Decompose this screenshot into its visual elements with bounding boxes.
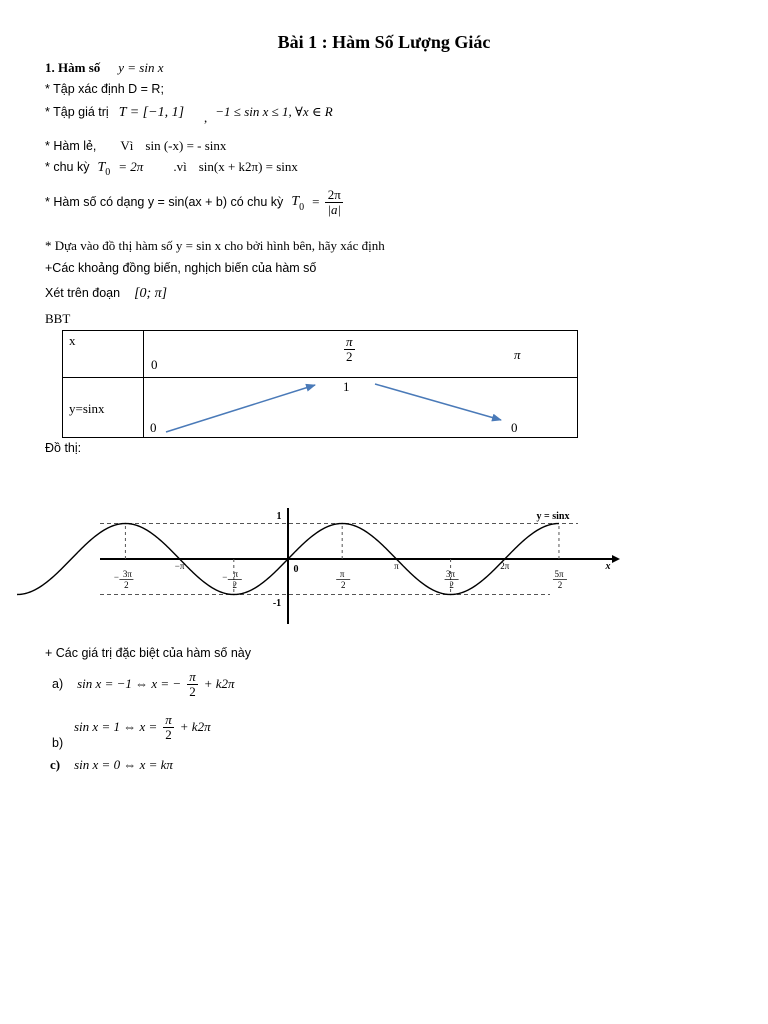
case-b-label: b) <box>52 736 64 750</box>
case-c-label: c) <box>50 757 61 772</box>
case-c <box>50 756 173 774</box>
general-period-denominator: |a| <box>327 201 342 217</box>
general-period-eq: = <box>312 194 320 210</box>
variation-table <box>62 330 578 438</box>
x-tick-sign: − <box>222 572 228 582</box>
interval-line <box>45 284 167 302</box>
domain-line: * Tập xác định D = R; <box>45 82 164 96</box>
odd-expression: sin (-x) = - sinx <box>145 138 227 153</box>
period-label: * chu kỳ <box>45 160 90 174</box>
case-b <box>74 713 211 741</box>
range-set: T = [−1, 1] <box>118 105 185 120</box>
x-tick-label: 5π <box>554 569 564 579</box>
case-a <box>52 670 235 698</box>
interval-label: Xét trên đoạn <box>45 286 121 300</box>
decreasing-arrow <box>375 384 501 420</box>
graph-intro-line: * Dựa vào đồ thị hàm số y = sin x cho bởi hình bên, hãy xác định <box>45 238 385 253</box>
monotonic-line: +Các khoảng đồng biến, nghịch biến của hàm số <box>45 261 317 275</box>
case-b-numerator: π <box>165 712 172 727</box>
graph-label: Đồ thị: <box>45 441 82 455</box>
x-tick-label: −π <box>174 561 185 571</box>
x-tick-label: 2 <box>340 580 346 590</box>
range-inequality: −1 ≤ sin x ≤ 1, ∀x ∈ R <box>215 104 333 119</box>
range-label: * Tập giá trị <box>45 105 109 119</box>
section-heading <box>45 59 163 77</box>
x-tick-label: 2 <box>124 580 129 590</box>
case-b-fraction <box>163 713 174 741</box>
table-y-end: 0 <box>511 420 518 435</box>
case-b-rhs: + k2π <box>179 719 211 735</box>
bbt-label: BBT <box>45 311 71 326</box>
general-period-t0-sub: 0 <box>299 202 305 213</box>
x-axis-arrowhead <box>612 555 620 563</box>
x-tick-label: π <box>394 561 399 571</box>
y-neg-one-label: -1 <box>272 598 282 609</box>
case-a-denominator: 2 <box>187 684 198 699</box>
x-tick-label: 3π <box>122 569 132 579</box>
curve-label: y = sinx <box>536 511 570 522</box>
case-b-denominator: 2 <box>163 727 174 742</box>
x-tick-label: 2 <box>232 580 238 590</box>
case-a-label: a) <box>52 677 64 692</box>
case-c-expression: sin x = 0 ⇔ x = kπ <box>74 757 173 772</box>
sine-graph <box>0 500 768 640</box>
table-y-peak: 1 <box>343 379 350 394</box>
general-period-text: * Hàm số có dạng y = sin(ax + b) có chu kỳ <box>45 195 284 210</box>
general-period-fraction <box>325 188 343 216</box>
case-a-fraction <box>187 670 198 698</box>
case-a-lhs: sin x = −1 ⇔ x = − <box>77 676 182 692</box>
period-value: = 2π <box>118 159 144 174</box>
interval-value: [0; π] <box>134 286 168 301</box>
increasing-arrow <box>166 385 315 432</box>
x-tick-sign: − <box>113 572 119 582</box>
period-expression: sin(x + k2π) = sinx <box>198 159 298 174</box>
period-t0-sub: 0 <box>105 167 111 179</box>
case-a-numerator: π <box>189 669 196 684</box>
x-tick-label: 2π <box>500 561 510 571</box>
table-arrows <box>63 331 577 437</box>
x-axis-label: x <box>605 561 611 572</box>
case-a-rhs: + k2π <box>203 676 235 692</box>
odd-function-line <box>45 137 226 155</box>
period-t0: T <box>97 160 106 175</box>
special-values-line: + Các giá trị đặc biệt của hàm số này <box>45 646 252 660</box>
range-line <box>45 103 333 125</box>
odd-label: * Hàm lẻ, <box>45 139 97 153</box>
page-title: Bài 1 : Hàm Số Lượng Giác <box>277 32 491 52</box>
period-line <box>45 158 298 178</box>
section-label: 1. Hàm số <box>45 60 101 75</box>
general-period-t0: T <box>291 194 300 210</box>
y-one-label: 1 <box>276 511 282 522</box>
table-x-mid-denominator: 2 <box>344 349 355 364</box>
odd-because: Vì <box>120 138 134 153</box>
origin-label: 0 <box>293 564 299 575</box>
period-because: .vì <box>173 159 187 174</box>
x-tick-label: π <box>339 569 345 579</box>
range-comma: , <box>204 110 208 125</box>
table-x-mid-numerator: π <box>346 334 353 349</box>
x-tick-label: π <box>233 569 239 579</box>
x-tick-label: 2 <box>557 580 563 590</box>
table-row-x-header: x <box>69 333 76 348</box>
general-period-numerator: 2π <box>327 187 341 202</box>
general-period-line <box>45 188 345 216</box>
case-b-lhs: sin x = 1 ⇔ x = <box>74 719 158 735</box>
x-tick-label: 2 <box>449 580 454 590</box>
x-tick-label: 3π <box>446 569 456 579</box>
table-x-start: 0 <box>151 357 158 372</box>
table-row-y-header: y=sinx <box>69 401 105 416</box>
table-x-end: π <box>514 347 521 362</box>
table-y-start: 0 <box>150 420 157 435</box>
section-function: y = sin x <box>118 60 164 75</box>
